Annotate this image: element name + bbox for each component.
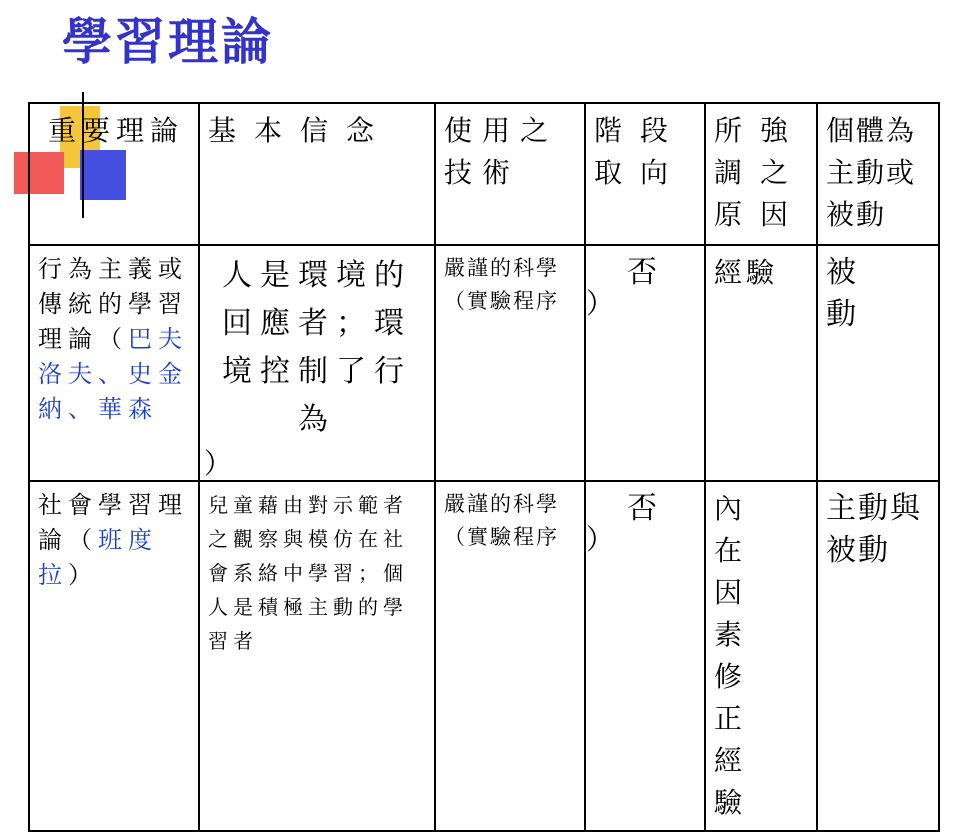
table-row xyxy=(29,245,939,481)
row1-theory-text xyxy=(38,252,190,427)
table-row xyxy=(29,481,939,831)
row2-theory xyxy=(29,481,199,831)
row2-stage-text: 否 xyxy=(627,491,663,526)
header-theory xyxy=(29,103,199,245)
row1-techniques-close-paren: ） xyxy=(586,287,615,320)
row2-beliefs-text: 兒童藉由對示範者之觀察與模仿在社會系絡中學習；個人是積極主動的學習者 xyxy=(208,493,408,653)
row1-beliefs xyxy=(199,245,435,481)
row2-stage xyxy=(585,481,705,831)
header-stage xyxy=(585,103,705,245)
row2-role xyxy=(817,481,939,831)
header-role-label: 個體為主動或被動 xyxy=(826,114,917,231)
header-theory-label: 重要理論 xyxy=(48,114,185,147)
row1-theory-close-paren: ） xyxy=(204,447,233,480)
row2-techniques-close-paren: ） xyxy=(586,523,615,556)
row1-causes-text: 經驗 xyxy=(714,256,779,289)
row2-causes-text: 內在因素修正經驗 xyxy=(714,492,763,819)
row2-theory-close-paren: ） xyxy=(68,561,98,589)
row1-theory-names: 巴夫洛夫、史金納、華森 xyxy=(38,325,188,423)
row2-causes xyxy=(705,481,817,831)
header-causes xyxy=(705,103,817,245)
row1-causes xyxy=(705,245,817,481)
row1-role xyxy=(817,245,939,481)
row1-techniques-text: 嚴謹的科學（實驗程序 xyxy=(444,256,559,313)
row2-techniques xyxy=(435,481,615,831)
row2-beliefs xyxy=(199,481,435,831)
row1-techniques xyxy=(435,245,615,481)
header-beliefs-label: 基本信念 xyxy=(208,114,393,147)
row1-theory-open-paren: （ xyxy=(98,325,128,353)
row1-stage xyxy=(585,245,705,481)
row2-theory-names: 班度拉 xyxy=(38,526,158,589)
slide-title: 學習理論 xyxy=(62,13,274,71)
row2-role-text: 主動與被動 xyxy=(826,491,922,568)
row1-stage-text: 否 xyxy=(627,255,663,290)
header-stage-label: 階段取向 xyxy=(594,114,687,189)
header-causes-label: 所強調之原因 xyxy=(714,114,807,231)
table-header-row xyxy=(29,103,939,245)
row1-beliefs-text: 人是環境的回應者；環境控制了行為 xyxy=(222,258,412,437)
learning-theories-table xyxy=(28,102,940,832)
row2-theory-label: 社會學習理論（ xyxy=(38,491,188,554)
row2-theory-text xyxy=(38,488,190,593)
row1-theory xyxy=(29,245,233,481)
header-techniques-label: 使用之技術 xyxy=(444,114,559,189)
row1-role-text: 被動 xyxy=(826,255,886,332)
header-techniques xyxy=(435,103,585,245)
header-beliefs xyxy=(199,103,435,245)
row1-theory-label: 行為主義或傳統的學習理論 xyxy=(38,255,188,353)
header-role xyxy=(817,103,939,245)
row2-techniques-text: 嚴謹的科學（實驗程序 xyxy=(444,492,559,549)
